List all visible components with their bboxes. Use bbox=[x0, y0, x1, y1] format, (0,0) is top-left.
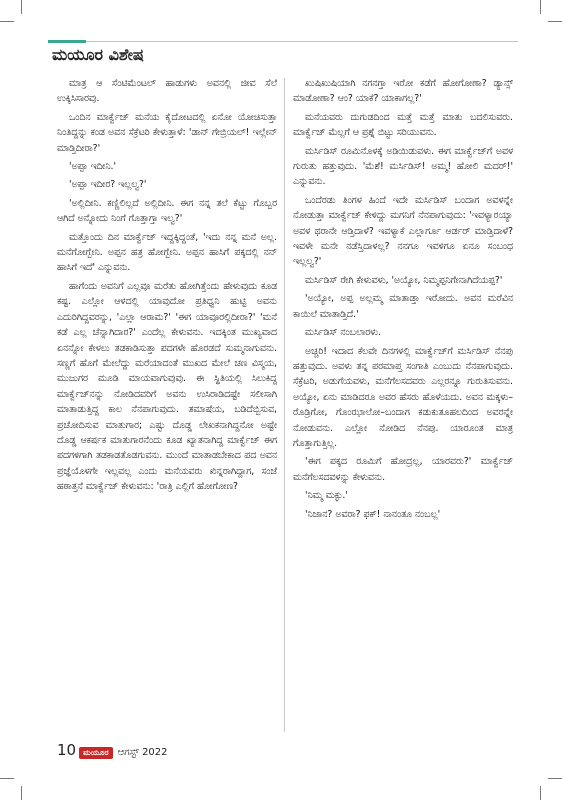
paragraph: 'ನಿಜಾನ? ಅವರಾ? ಫಕ್! ನಾನಂತೂ ನಂಬಲ್ಲ' bbox=[305, 508, 441, 520]
paragraph: ಮರ್ಸಿಡಿಸ್ ನಂಬಲಾರಳು. bbox=[305, 327, 382, 339]
column-divider bbox=[284, 78, 285, 732]
paragraph: 'ಅಯ್ಯೋ, ಅಪ್ಪ ಅಲ್ಲಮ್ಮ ಮಾತಾಡ್ತಾ ಇರೋದು. ಅವನ ಮರೆವಿನ ಕಾಯಿಲೆ ಮಾತಾಡ್ತಿದೆ.' bbox=[293, 293, 513, 320]
crop-mark bbox=[0, 21, 14, 22]
crop-mark bbox=[540, 786, 541, 800]
paragraph: ಮಾತ್ರ ಆ ಸೆಂಟಿಮೆಂಟಲ್ ಹಾಡುಗಳು ಅವನಲ್ಲಿ ಜೀವ ಸೆಲೆ ಉಕ್ಕಿಸಿಸಾರವು. bbox=[57, 78, 277, 105]
page-header bbox=[48, 40, 518, 66]
page-number: 10 bbox=[57, 741, 77, 759]
paragraph: ಮರ್ಸಿಡಿಸ್ ರೇಗಿ ಕೇಳುವಳು, 'ಅಯ್ಯೋ, ನಿಮ್ಮಪ್ಪನಿಗೇನಾಗಿದೆಯಪ್ಪ?' bbox=[305, 274, 503, 286]
left-column bbox=[57, 76, 277, 736]
paragraph: ಮನೆಯವರು ದುಗುಡದಿಂದ ಮತ್ತೆ ಮತ್ತೆ ಮಾತು ಬದಲಿಸುವರು. ಮಾರ್ಕ್ವೆಜ್ ಮೆಲ್ಲಗೆ ಆ ಪ್ರಶ್ನೆ ಬಿಟ್ಟು ಸರಿಯುವನು. bbox=[293, 111, 513, 139]
paragraph: 'ಅಪ್ಪಾ ಇದೀನಿ.' bbox=[69, 161, 117, 173]
header-rule bbox=[86, 41, 518, 42]
header-accent-bar bbox=[48, 40, 86, 43]
crop-mark bbox=[0, 778, 14, 779]
paragraph: 'ಈಗ ಪಕ್ಕದ ರೂಮಿಗೆ ಹೋದ್ರಲ್ಲ, ಯಾರವರು?' ಮಾರ್ಕ್ವೆಜ್ ಮನೆಗೆಲಸದವಳನ್ನು ಕೇಳುವನು. bbox=[293, 456, 513, 483]
paragraph: 'ಅಲ್ಲಿದೀನಿ. ಕಣ್ಣಿಲಿಲ್ಲದೆ ಅಲ್ಲಿದೀನಿ. ಈಗ ನನ್ನ ತಲೆ ಕೆಟ್ಟು ಗೊಬ್ಬರ ಆಗಿದೆ ಅನ್ನೋದು ನಿಂಗೆ ಗೊತ್ತಾಗ್ತಾ ಇಲ್ವ?' bbox=[57, 197, 277, 225]
paragraph: 'ಅಪ್ಪಾ ಇದೀರ? ಇಲ್ಲಲ್ವ?' bbox=[69, 179, 147, 191]
crop-mark bbox=[540, 0, 541, 14]
crop-mark bbox=[21, 786, 22, 800]
paragraph: ಒಂದೆರಡು ತಿಂಗಳ ಹಿಂದೆ ಇದೇ ಮರ್ಸಿಡಿಸ್ ಬಂದಾಗ ಅವಳನ್ನೇ ನೋಡುತ್ತಾ ಮಾರ್ಕ್ವೆಜ್ ಕೇಳಿದ್ದು ಮಗನಿಗೆ ನೆನಪಾಗುವುದು: 'ಇವಳ್ಯಾರಯ್ಯಾ ಅವಳ ಥರಾನೇ ಆಡ್ತಿದಾಳೆ? ಇವಳ್ಯಾಕೆ ಎಲ್ಲಾರ್ಗೂ ಆರ್ಡರ್ ಮಾಡ್ತಿದಾಳೆ? ಇವಳೇ ಮನೇ ನಡೆಸ್ತಿದಾಳಲ್ಲ? ನನಗೂ ಇವಳಿಗೂ ಏನೂ ಸಂಬಂಧ ಇಲ್ಲಲ್ವ?' bbox=[293, 194, 513, 268]
issue-date: ಆಗಸ್ಟ್ 2022 bbox=[117, 747, 168, 758]
crop-mark bbox=[548, 21, 562, 22]
crop-mark bbox=[548, 778, 562, 779]
page-footer bbox=[57, 741, 168, 761]
paragraph: ಒಂದಿನ ಮಾರ್ಕ್ವೆಜ್ ಮನೆಯ ಕೈದೋಟದಲ್ಲಿ ಏನೋ ಯೋಚಿಸುತ್ತಾ ನಿಂತಿದ್ದನ್ನು ಕಂಡ ಅವನ ಸೆಕ್ರೆಟರಿ ಕೇಳುತ್ತಾಳೆ: 'ಡಾನ್ ಗೇಬ್ರಿಯಲ್! ಇಲ್ಲೇನ್ ಮಾಡ್ತಿದೀರಾ?' bbox=[57, 111, 277, 154]
section-title: ಮಯೂರ ವಿಶೇಷ bbox=[52, 45, 144, 64]
paragraph: ಖುಷಿಖುಷಿಯಾಗಿ ನಗನಗ್ತಾ ಇರೋ ಕಡೆಗೆ ಹೋಗೋಣಾ? ಡ್ಯಾನ್ಸ್ ಮಾಡೋಣಾ? ಆಂ? ಯಾಕೆ? ಯಾಕಾಗಲ್ಲ?' bbox=[293, 78, 513, 105]
right-column bbox=[293, 76, 513, 736]
crop-mark bbox=[21, 0, 22, 14]
paragraph: 'ನಿಮ್ಮ ಮಕ್ಳು.' bbox=[305, 490, 348, 502]
paragraph: ಹಾಗೆಂದು ಅವನಿಗೆ ಎಲ್ಲವೂ ಮರೆತು ಹೋಗಿತ್ತೆಂದು ಹೇಳುವುದು ಕೂಡ ಕಷ್ಟ. ಎಲ್ಲೋ ಆಳದಲ್ಲಿ ಯಾವುದೋ ಪ್ರತಿಧ್ವನಿ ಹುಟ್ಟಿ ಅವನು ಎದುರಿಗಿದ್ದವರನ್ನು, 'ಎಲ್ಲಾ ಆರಾಮ?' 'ಈಗ ಯಾವೂರಲ್ಲಿದೀರಾ?' 'ಮನೆ ಕಡೆ ಎಲ್ಲ ಚೆನ್ನಾಗಿದಾರ?' ಎಂದೆಲ್ಲ ಕೇಳುವನು. ಇದಕ್ಕಿಂತ ಮುಖ್ಯವಾದ ಏನನ್ನೋ ಕೇಳಲು ತಡಕಾಡಿಸುತ್ತಾ ಪದಗಳೇ ಹೊರಡದೆ ಸುಮ್ಮನಾಗುವನು. ಸಣ್ಣಗೆ ಹೊಗೆ ಮೇಲೆದ್ದು ಮರೆಯಾದಂತೆ ಮುಖದ ಮೇಲೆ ಚಣ ವಿಸ್ಮಯ, ಮುಜುಗರ ಮೂಡಿ ಮಾಯವಾಗುವುವು. ಈ ಸ್ಥಿತಿಯಲ್ಲಿ ಸಿಲುಕಿದ್ದ ಮಾರ್ಕ್ವೆಜ್‌ನನ್ನು ನೋಡಿದವರಿಗೆ ಅವನು ಉಸಿರಾಡಿದಷ್ಟೇ ಸಲೀಸಾಗಿ ಮಾತಾಡುತ್ತಿದ್ದ ಕಾಲ ನೆನಪಾಗುವುದು. ತಮಾಷೆಯ, ಬಡಿದೆಬ್ಬಿಸುವ, ಪ್ರಚೋದಿಸುವ ಮಾತುಗಾರ; ಎಷ್ಟು ದೊಡ್ಡ ಲೇಖಕನಾಗಿದ್ದನೋ ಅಷ್ಟೇ ದೊಡ್ಡ ಆಕರ್ಷಕ ಮಾತುಗಾರನೆಂದು ಕೂಡ ಖ್ಯಾತನಾಗಿದ್ದ ಮಾರ್ಕ್ವೆಜ್ ಈಗ ಪದಗಳಿಗಾಗಿ ತಡಕಾಡತೊಡಗುವನು. ಮುಂದೆ ಮಾತಾಡಬೇಕಾದ ಪದ ಅವನ ಪ್ರಜ್ಞೆಯೊಳಗೇ ಇಲ್ಲವಲ್ಲ ಎಂದು ಮನೆಯವರು ಖಿನ್ನರಾಗಿದ್ದಾಗ, ಸಂಜೆ ಹಠಾತ್ತನೆ ಮಾರ್ಕ್ವೆಜ್ ಕೇಳುವನು: 'ರಾತ್ರಿ ಎಲ್ಲಿಗೆ ಹೋಗೋಣ? bbox=[57, 280, 277, 493]
paragraph: ಅಚ್ಚರಿ! ಇದಾದ ಕೆಲವೇ ದಿನಗಳಲ್ಲಿ ಮಾರ್ಕ್ವೆಜ್‌ಗೆ ಮರ್ಸಿಡಿಸ್ ನೆನಪು ಹತ್ತುವುದು. ಅವಳು ತನ್ನ ಪರಮಾಪ್ತ ಸಂಗಾತಿ ಎಂಬುದು ನೆನಪಾಗುವುದು. ಸೆಕ್ರೆಟರಿ, ಅಡುಗೆಯವಳು, ಮನೆಗೆಲಸದವರು ಎಲ್ಲರನ್ನೂ ಗುರುತಿಸುವನು. ಅಯ್ಯೋ, ಏನು ಮಾಡಿದರೂ ಅವರ ಹೆಸರು ಹೊಳೆಯದು. ಅವನ ಮಕ್ಕಳು–ರೊಡ್ರಿಗೋ, ಗೊಂಝಾಲೋ–ಬಂದಾಗ ಕಡುಕುತೂಹಲದಿಂದ ಅವರನ್ನೇ ನೋಡುವನು. ಎಲ್ಲೋ ನೋಡಿದ ನೆನಪು. ಯಾರೂಂತ ಮಾತ್ರ ಗೊತ್ತಾಗುತ್ತಿಲ್ಲ. bbox=[293, 345, 513, 449]
paragraph: ಮರ್ಸಿಡಿಸ್ ರೂಮಿನೊಳಕ್ಕೆ ಅಡಿಯಿಡುವಳು. ಈಗ ಮಾರ್ಕ್ವೆಜ್‌ಗೆ ಅವಳ ಗುರುತು ಹತ್ತುವುದು. 'ಮೆಶೆ! ಮರ್ಸಿಡಿಸ್! ಅಮ್ಮ! ಹೋಲಿ ಮದರ್!' ಎನ್ನುವನು. bbox=[293, 145, 513, 188]
article-body bbox=[57, 76, 513, 736]
magazine-logo: ಮಯೂರ bbox=[79, 747, 113, 759]
paragraph: ಮತ್ತೊಂದು ದಿನ ಮಾರ್ಕ್ವೆಜ್ ಇದ್ದಕ್ಕಿದ್ದಂತೆ, 'ಇದು ನನ್ನ ಮನೆ ಅಲ್ಲ. ಮನೆಗೋಗ್ಬೇನಿ. ಅಪ್ಪನ ಹತ್ರ ಹೋಗ್ಬೇನಿ. ಅಪ್ಪನ ಹಾಸಿಗೆ ಪಕ್ಕದಲ್ಲಿ ನನ್ ಹಾಸಿಗೆ ಇದೆ' ಎನ್ನುವನು. bbox=[57, 231, 277, 274]
